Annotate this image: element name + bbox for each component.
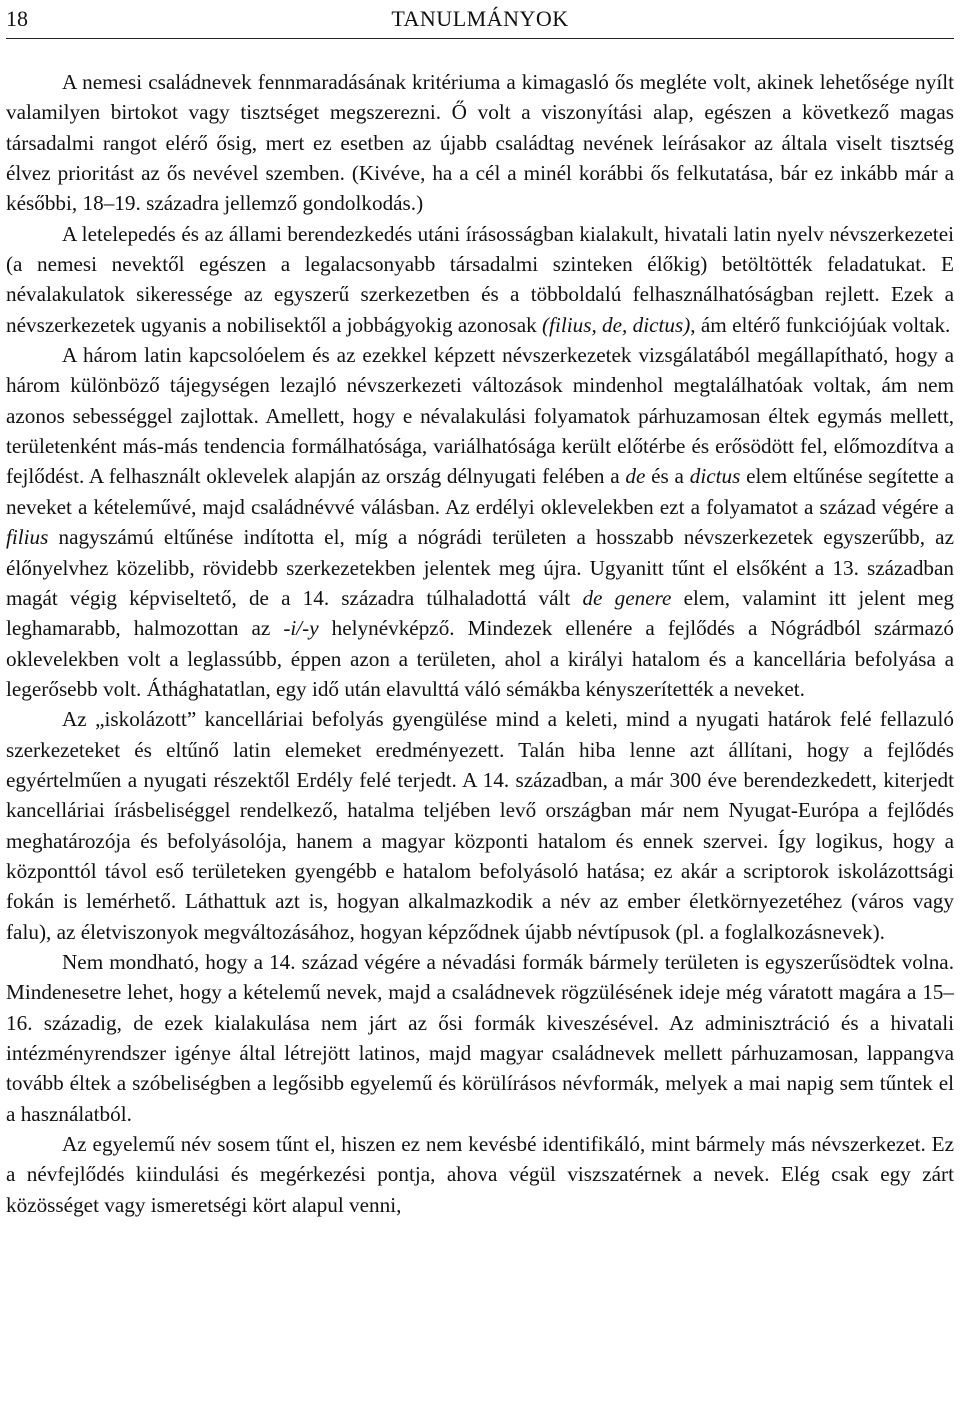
text-run: , ám eltérő funkciójúak voltak. <box>690 312 951 337</box>
paragraph <box>6 1129 954 1220</box>
body-text <box>6 67 954 1220</box>
paragraph <box>6 947 954 1129</box>
paragraph <box>6 340 954 704</box>
italic-term: dictus <box>689 464 741 489</box>
text-run: és a <box>645 464 690 489</box>
text-run: A nemesi családnevek fennmaradásának kritériuma a kimagasló ős megléte volt, akinek lehetősége nyílt valamilyen birtokot vagy tisztséget megszerezni. Ő volt a viszonyítási alap, egészen a következő magas társadalmi rangot elérő ősig, mert ez esetben az újabb családtag nevének leírásakor az általa viselt tisztség élvez prioritást az ős nevével szemben. (Kivéve, ha a cél a minél korábbi ős felkutatása, bár ez inkább már a későbbi, 18–19. századra jellemző gondolkodás.) <box>6 70 954 216</box>
italic-term: de genere <box>582 585 672 610</box>
running-title: TANULMÁNYOK <box>391 6 569 31</box>
text-run: elem, valamint itt jelent meg leghamarabb, halmozottan az <box>6 585 955 641</box>
paragraph <box>6 219 954 340</box>
page-number: 18 <box>6 6 28 31</box>
paragraph <box>6 704 954 947</box>
text-run: Az egyelemű név sosem tűnt el, hiszen ez nem kevésbé identifikáló, mint bármely más névszerkezet. Ez a névfejlődés kiindulási és megérkezési pontja, ahova végül viszszatérnek a nevek. Elég csak egy zárt közösséget vagy ismeretségi kört alapul venni, <box>6 1132 954 1217</box>
page-header <box>6 0 954 39</box>
text-run: Az „iskolázott” kancelláriai befolyás gyengülése mind a keleti, mind a nyugati határok felé fellazuló szerkezeteket és eltűnő latin elemeket eredményezett. Talán hiba lenne azt állítani, hogy a fejlődés egyértelműen a nyugati részektől Erdély felé terjedt. A 14. században, a már 300 éve berendezkedett, kiterjedt kancelláriai írásbeliséggel rendelkező, hatalma teljében levő országban már nem Nyugat-Európa a fejlődés meghatározója és befolyásolója, hanem a magyar központi hatalom és ennek szervei. Így logikus, hogy a központtól távol eső területeken gyengébb e hatalom befolyásoló hatása; ez akár a scriptorok iskolázottsági fokán is lemérhető. Láthattuk azt is, hogyan alkalmazkodik a név az ember életkörnyezetéhez (város vagy falu), az életviszonyok megváltozásához, hogyan képződnek újabb névtípusok (pl. a foglalkozásnevek). <box>6 707 954 944</box>
text-run: A három latin kapcsolóelem és az ezekkel képzett névszerkezetek vizsgálatából megállapítható, hogy a három különböző tájegységen lezajló névszerkezeti változások mindenhol megtalálhatóak voltak, ám nem azonos sebességgel zajlottak. Amellett, hogy e névalakulási folyamatok párhuzamosan éltek egymás mellett, területenként más-más tendencia formálhatósága, variálhatósága került előtérbe és erősödött fel, előmozdítva a fejlődést. A felhasznált oklevelek alapján az ország délnyugati felében a <box>6 343 954 489</box>
paragraph <box>6 67 954 219</box>
italic-term: de <box>625 464 646 489</box>
italic-term: -i/-y <box>283 616 319 641</box>
italic-term: filius <box>6 525 49 550</box>
text-run: helynévképző. Mindezek ellenére a fejlődés a Nógrádból származó oklevelekben volt a leglassúbb, éppen azon a területen, ahol a királyi hatalom és a kancellária befolyása a legerősebb volt. Áthághatatlan, egy idő után elavulttá váló sémákba kényszerítették a neveket. <box>6 616 955 701</box>
document-page <box>6 0 954 1220</box>
text-run: nagyszámú eltűnése indította el, míg a nógrádi területen a hosszabb névszerkezetek egyszerűbb, az élőnyelvhez közelibb, rövidebb szerkezetekben jelentek meg újra. Ugyanitt tűnt el elsőként a 13. században magát végig képviseltető, de a 14. századra túlhaladottá vált <box>6 525 954 610</box>
text-run: A letelepedés és az állami berendezkedés utáni írásosságban kialakult, hivatali latin nyelv névszerkezetei (a nemesi nevektől egészen a legalacsonyabb társadalmi szinteken élőkig) betöltötték feladatukat. E névalakulatok sikeressége az egyszerű szerkezetben és a többoldalú felhasználhatóságban rejlett. Ezek a névszerkezetek ugyanis a nobilisektől a jobbágyokig azonosak <box>6 221 954 337</box>
text-run: elem eltűnése segítette a neveket a kételeművé, majd családnévvé válásban. Az erdélyi oklevelekben ezt a folyamatot a század végére a <box>6 464 954 519</box>
text-run: Nem mondható, hogy a 14. század végére a névadási formák bármely területen is egyszerűsödtek volna. Mindenesetre lehet, hogy a kételemű nevek, majd a családnevek rögzülésének ideje még váratott magára a 15–16. századig, de ezek kialakulása nem járt az ősi formák kiveszésével. Az adminisztráció és a hivatali intézményrendszer igénye által létrejött latinos, majd magyar családnevek mellett párhuzamosan, lappangva tovább éltek a szóbeliségben a legősibb egyelemű és körülírásos névformák, melyek a mai napig sem tűntek el a használatból. <box>6 949 954 1126</box>
italic-term: (filius, de, dictus) <box>542 312 691 337</box>
